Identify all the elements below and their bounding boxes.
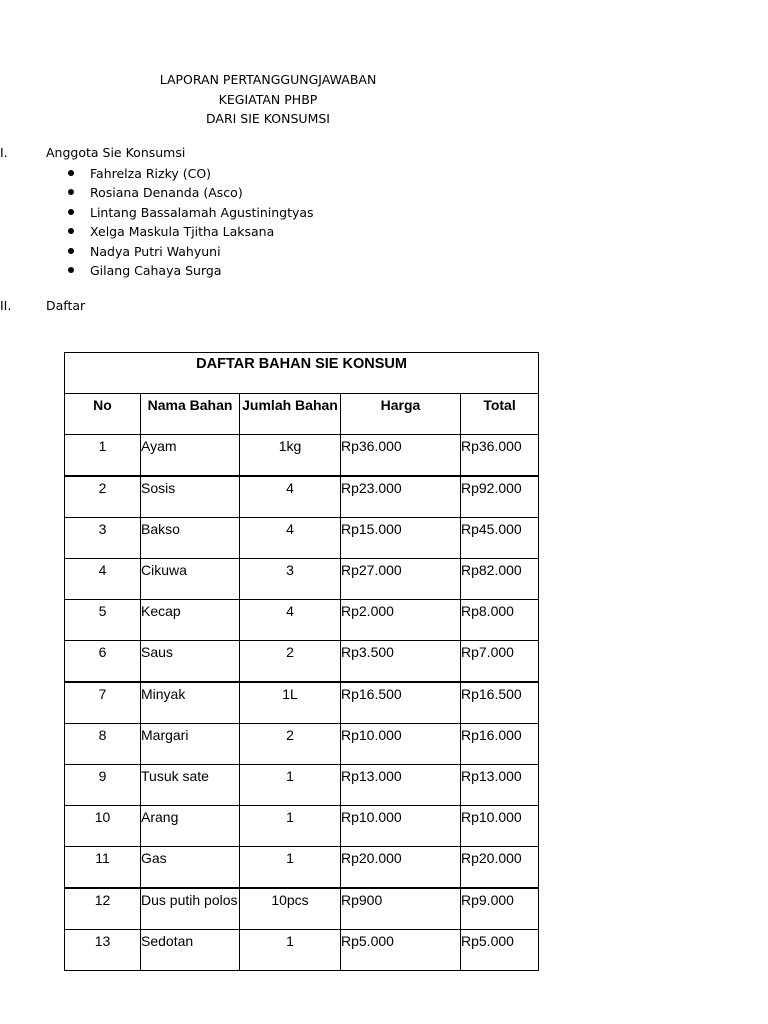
member-name: Rosiana Denanda (Asco) [90,185,243,201]
cell-harga: Rp900 [341,888,461,930]
list-item [66,242,314,261]
cell-jumlah-bahan: 2 [240,641,341,683]
list-item [66,222,314,241]
cell-jumlah-bahan: 1 [240,806,341,847]
cell-jumlah-bahan: 4 [240,600,341,641]
table-row [65,518,539,559]
cell-nama-bahan: Ayam [141,435,240,477]
member-list [66,164,314,280]
cell-total: Rp92.000 [461,476,539,518]
list-item [66,164,314,183]
cell-harga: Rp5.000 [341,930,461,971]
cell-harga: Rp2.000 [341,600,461,641]
cell-harga: Rp10.000 [341,724,461,765]
cell-harga: Rp23.000 [341,476,461,518]
cell-nama-bahan: Dus putih polos [141,888,240,930]
cell-no: 2 [65,476,141,518]
table-caption-row [65,353,539,394]
cell-no: 11 [65,847,141,889]
report-title [0,70,536,129]
table-row [65,435,539,477]
table-row [65,888,539,930]
table-row [65,641,539,683]
member-name: Gilang Cahaya Surga [90,263,222,279]
materials-table [64,352,539,971]
title-line-3: DARI SIE KONSUMSI [206,111,330,126]
cell-no: 7 [65,682,141,724]
table-row [65,765,539,806]
cell-nama-bahan: Tusuk sate [141,765,240,806]
cell-harga: Rp20.000 [341,847,461,889]
table-row [65,806,539,847]
cell-jumlah-bahan: 1 [240,765,341,806]
column-header: Harga [341,394,461,435]
cell-total: Rp82.000 [461,559,539,600]
list-item [66,203,314,222]
cell-harga: Rp27.000 [341,559,461,600]
cell-nama-bahan: Kecap [141,600,240,641]
cell-harga: Rp13.000 [341,765,461,806]
title-line-2: KEGIATAN PHBP [218,91,318,107]
section-2-title: Daftar [46,298,86,313]
section-1-number: I. [0,145,8,160]
cell-nama-bahan: Arang [141,806,240,847]
bullet-icon [68,248,74,254]
cell-harga: Rp10.000 [341,806,461,847]
cell-jumlah-bahan: 1kg [240,435,341,477]
cell-no: 1 [65,435,141,477]
cell-nama-bahan: Minyak [141,682,240,724]
cell-nama-bahan: Bakso [141,518,240,559]
cell-no: 6 [65,641,141,683]
cell-jumlah-bahan: 4 [240,476,341,518]
column-header: Nama Bahan [141,394,240,435]
member-name: Fahrelza Rizky (CO) [90,166,212,181]
cell-nama-bahan: Saus [141,641,240,683]
table-header-row [65,394,539,435]
cell-no: 10 [65,806,141,847]
column-header: Total [461,394,539,435]
cell-total: Rp8.000 [461,600,539,641]
column-header: No [65,394,141,435]
cell-no: 8 [65,724,141,765]
cell-no: 3 [65,518,141,559]
table-row [65,559,539,600]
cell-total: Rp7.000 [461,641,539,683]
cell-total: Rp20.000 [461,847,539,889]
cell-jumlah-bahan: 4 [240,518,341,559]
list-item [66,261,314,280]
bullet-icon [68,170,74,176]
cell-total: Rp10.000 [461,806,539,847]
table-row [65,724,539,765]
cell-no: 4 [65,559,141,600]
cell-harga: Rp16.500 [341,682,461,724]
cell-harga: Rp36.000 [341,435,461,477]
cell-nama-bahan: Sedotan [141,930,240,971]
table-row [65,847,539,889]
member-name: Nadya Putri Wahyuni [90,243,221,259]
cell-no: 9 [65,765,141,806]
cell-total: Rp16.000 [461,724,539,765]
cell-harga: Rp3.500 [341,641,461,683]
cell-no: 5 [65,600,141,641]
cell-jumlah-bahan: 2 [240,724,341,765]
cell-total: Rp9.000 [461,888,539,930]
member-name: Lintang Bassalamah Agustiningtyas [90,204,314,220]
list-item [66,183,314,202]
cell-jumlah-bahan: 3 [240,559,341,600]
cell-jumlah-bahan: 1 [240,930,341,971]
table-row [65,930,539,971]
cell-nama-bahan: Margari [141,724,240,765]
cell-nama-bahan: Gas [141,847,240,889]
cell-total: Rp16.500 [461,682,539,724]
bullet-icon [68,267,74,273]
cell-jumlah-bahan: 1L [240,682,341,724]
cell-total: Rp13.000 [461,765,539,806]
cell-jumlah-bahan: 1 [240,847,341,889]
section-2-number: II. [0,298,12,313]
table-caption: DAFTAR BAHAN SIE KONSUM [65,353,539,394]
cell-nama-bahan: Cikuwa [141,559,240,600]
table-row [65,600,539,641]
cell-nama-bahan: Sosis [141,476,240,518]
column-header: Jumlah Bahan [240,394,341,435]
cell-no: 13 [65,930,141,971]
cell-harga: Rp15.000 [341,518,461,559]
table-row [65,682,539,724]
table-row [65,476,539,518]
member-name: Xelga Maskula Tjitha Laksana [90,224,275,240]
cell-total: Rp45.000 [461,518,539,559]
cell-total: Rp5.000 [461,930,539,971]
bullet-icon [68,228,74,234]
title-line-1: LAPORAN PERTANGGUNGJAWABAN [159,72,377,87]
cell-no: 12 [65,888,141,930]
bullet-icon [68,209,74,215]
cell-total: Rp36.000 [461,435,539,477]
bullet-icon [68,189,74,195]
section-1-title: Anggota Sie Konsumsi [46,145,186,160]
cell-jumlah-bahan: 10pcs [240,888,341,930]
